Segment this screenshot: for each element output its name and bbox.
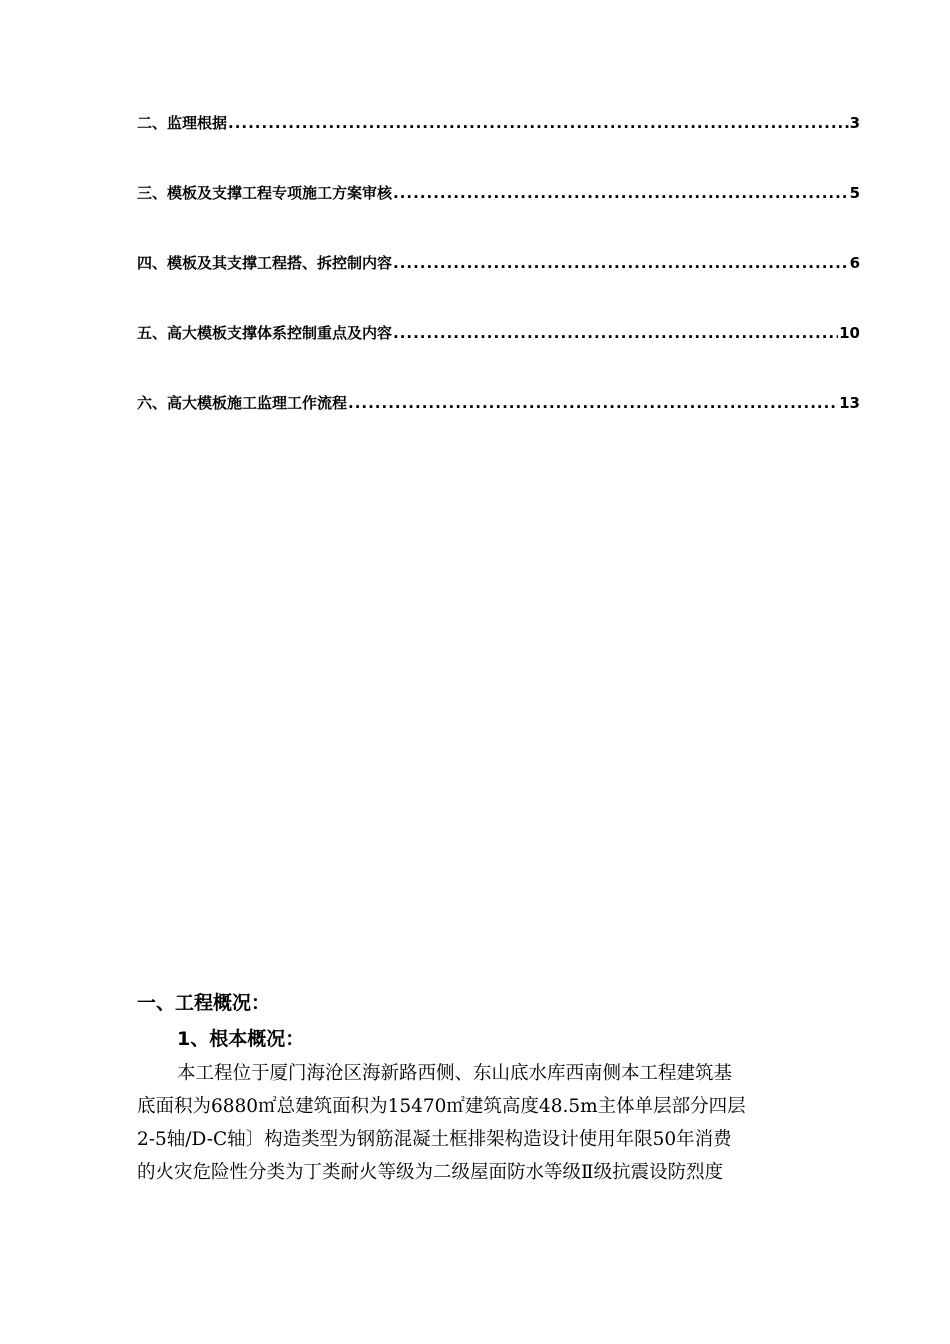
paragraph-line: 2-5轴/D-C轴〕构造类型为钢筋混凝土框排架构造设计使用年限50年消费 <box>137 1129 732 1150</box>
toc-entry-page: 6 <box>849 254 860 272</box>
toc-entry[interactable] <box>137 322 860 392</box>
toc-entry-title: 三、模板及支撑工程专项施工方案审核 <box>137 184 393 202</box>
toc-dot-leader <box>348 394 838 412</box>
toc-dot-leader <box>393 324 838 342</box>
toc-entry-title: 五、高大模板支撑体系控制重点及内容 <box>137 324 393 342</box>
toc-entry-title: 四、模板及其支撑工程搭、拆控制内容 <box>137 254 393 272</box>
toc-entry[interactable] <box>137 112 860 182</box>
paragraph-line: 底面积为6880㎡总建筑面积为15470㎡建筑高度48.5m主体单层部分四层 <box>137 1096 746 1117</box>
toc-entry[interactable] <box>137 182 860 252</box>
toc-dot-leader <box>393 184 849 202</box>
toc-entry[interactable] <box>137 252 860 322</box>
body-paragraph <box>137 1057 862 1189</box>
project-overview-section <box>137 985 862 1189</box>
paragraph-line: 的火灾危险性分类为丁类耐火等级为二级屋面防水等级Ⅱ级抗震设防烈度 <box>137 1162 724 1183</box>
toc-entry[interactable] <box>137 392 860 462</box>
toc-entry-page: 13 <box>839 394 860 412</box>
table-of-contents <box>137 112 860 462</box>
toc-entry-page: 10 <box>839 324 860 342</box>
toc-dot-leader <box>393 254 849 272</box>
toc-entry-title: 二、监理根据 <box>137 114 228 132</box>
paragraph-line: 本工程位于厦门海沧区海新路西侧、东山底水库西南侧本工程建筑基 <box>177 1063 733 1084</box>
toc-entry-page: 5 <box>849 184 860 202</box>
toc-dot-leader <box>228 114 849 132</box>
sub-heading: 1、根本概况： <box>177 1028 305 1050</box>
section-heading: 一、工程概况： <box>137 992 271 1014</box>
toc-entry-page: 3 <box>849 114 860 132</box>
toc-entry-title: 六、高大模板施工监理工作流程 <box>137 394 348 412</box>
